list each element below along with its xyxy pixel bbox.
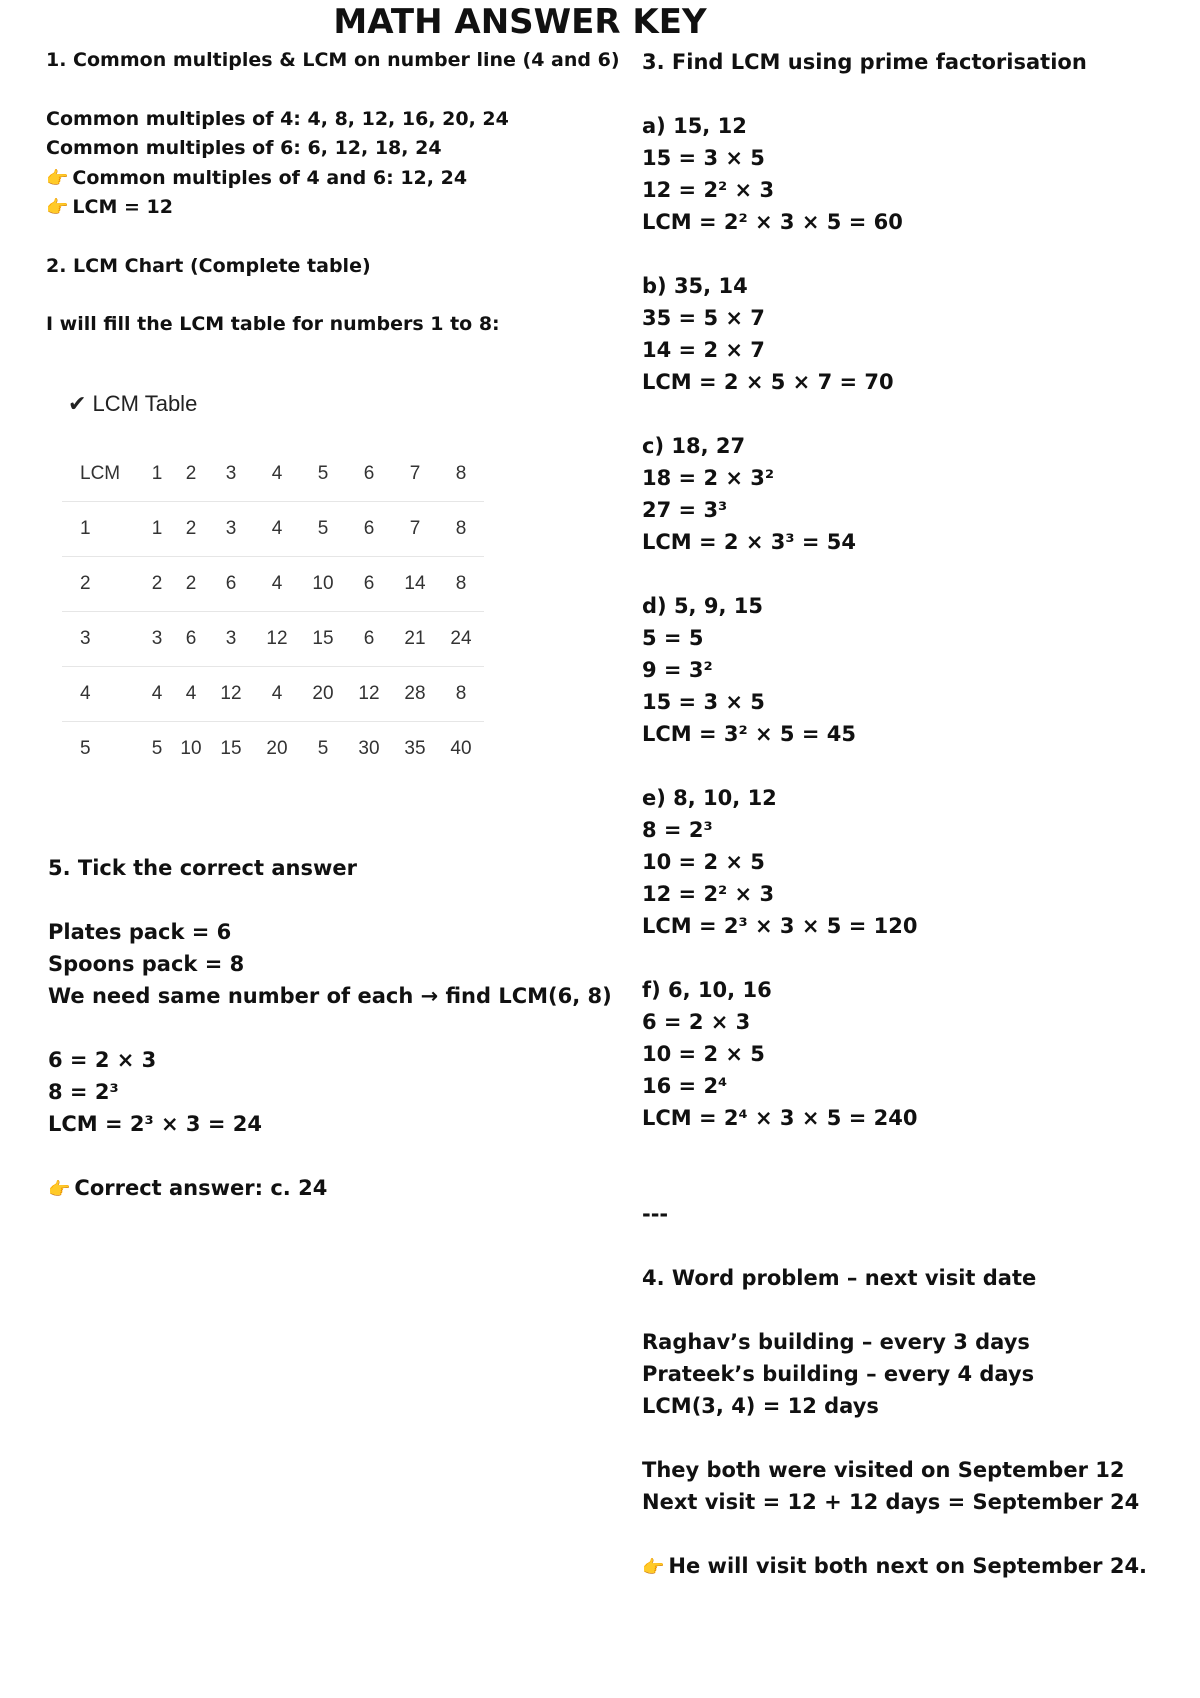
table-cell: 3 [208,612,254,667]
part-line: 9 = 3² [642,658,713,682]
table-cell: 6 [346,502,392,557]
part-d [642,590,1182,750]
table-row [62,667,484,722]
page-title: MATH ANSWER KEY [333,2,707,42]
table-cell: LCM [62,447,140,502]
section3-heading: 3. Find LCM using prime factorisation [642,50,1087,74]
table-row [62,612,484,667]
plates-line: Plates pack = 6 [48,920,232,944]
table-cell: 4 [174,667,208,722]
table-cell: 12 [208,667,254,722]
multiples-of-6: Common multiples of 6: 6, 12, 18, 24 [46,137,442,159]
table-row [62,557,484,612]
part-b [642,270,1182,398]
part-line: LCM = 3² × 5 = 45 [642,722,856,746]
table-cell: 14 [392,557,438,612]
table-cell: 12 [254,612,300,667]
part-line: 35 = 5 × 7 [642,306,765,330]
table-cell: 5 [300,502,346,557]
part-line: 16 = 2⁴ [642,1074,728,1098]
table-cell: 35 [404,738,426,759]
table-cell: 4 [254,447,300,502]
table-cell: 10 [300,557,346,612]
table-cell: 8 [438,447,484,502]
table-cell: 6 [208,557,254,612]
part-line: 6 = 2 × 3 [642,1010,751,1034]
part-line: 10 = 2 × 5 [642,1042,765,1066]
table-cell: 40 [450,738,472,759]
multiples-of-4: Common multiples of 4: 4, 8, 12, 16, 20, 24 [46,107,509,130]
pointing-hand-icon: 👉 [46,197,69,218]
table-cell: 20 [300,667,346,722]
part-line: 18 = 2 × 3² [642,466,775,490]
part-label: a) 15, 12 [642,114,747,138]
table-cell: 28 [392,667,438,722]
lcm-table [62,447,484,776]
lcm-table-card [62,375,522,776]
table-cell: 6 [346,557,392,612]
table-cell: 7 [392,502,438,557]
part-e [642,782,1182,942]
pointing-hand-icon: 👉 [642,1557,665,1578]
word-answer: 👉 He will visit both next on September 24. [642,1554,1148,1578]
right-column [642,46,1182,1584]
section5 [48,852,628,1206]
table-cell: 2 [174,447,208,502]
table-cell: 15 [300,612,346,667]
section2-intro: I will fill the LCM table for numbers 1 to 8: [46,313,500,335]
table-cell: 4 [254,667,300,722]
table-cell: 2 [174,502,208,557]
table-cell: 30 [358,738,380,759]
table-cell: 4 [254,502,300,557]
part-line: LCM = 2² × 3 × 5 = 60 [642,210,903,234]
work-line: 8 = 2³ [48,1080,119,1104]
table-cell: 8 [438,557,484,612]
word-line: Raghav’s building – every 3 days [642,1330,1030,1354]
lcm-result: 👉 LCM = 12 [46,196,173,218]
table-cell: 2 [174,557,208,612]
section5-heading: 5. Tick the correct answer [48,856,357,880]
part-c [642,430,1182,558]
need-line: We need same number of each → find LCM(6, 8) [48,984,612,1008]
word-line: They both were visited on September 12 [642,1458,1125,1482]
word-line: Prateek’s building – every 4 days [642,1362,1035,1386]
table-cell: 8 [438,502,484,557]
table-cell: 3 [208,447,254,502]
table-cell: 7 [392,447,438,502]
table-cell: 6 [174,612,208,667]
table-row [62,722,484,777]
table-cell: 21 [392,612,438,667]
work-line: LCM = 2³ × 3 = 24 [48,1112,262,1136]
part-label: e) 8, 10, 12 [642,786,777,810]
part-line: LCM = 2 × 3³ = 54 [642,530,856,554]
part-label: d) 5, 9, 15 [642,594,763,618]
table-cell: 6 [346,612,392,667]
table-cell: 6 [346,447,392,502]
pointing-hand-icon: 👉 [48,1179,71,1200]
part-label: b) 35, 14 [642,274,748,298]
part-line: 8 = 2³ [642,818,713,842]
separator: --- [642,1202,669,1226]
part-line: 12 = 2² × 3 [642,178,775,202]
part-line: 10 = 2 × 5 [642,850,765,874]
table-cell: 4 [254,557,300,612]
part-line: 15 = 3 × 5 [642,690,765,714]
table-cell: 2 [62,557,140,612]
section2-heading: 2. LCM Chart (Complete table) [46,254,371,277]
word-line: LCM(3, 4) = 12 days [642,1394,879,1418]
part-line: 15 = 3 × 5 [642,146,765,170]
part-line: LCM = 2⁴ × 3 × 5 = 240 [642,1106,918,1130]
table-cell: 3 [140,612,174,667]
part-line: 12 = 2² × 3 [642,882,775,906]
table-cell: 10 [180,738,202,759]
left-column [46,46,626,340]
part-f [642,974,1182,1134]
table-cell: 5 [317,738,329,759]
table-cell: 2 [140,557,174,612]
part-line: 5 = 5 [642,626,704,650]
part-line: LCM = 2 × 5 × 7 = 70 [642,370,894,394]
work-line: 6 = 2 × 3 [48,1048,157,1072]
common-multiples: 👉 Common multiples of 4 and 6: 12, 24 [46,166,468,189]
table-cell: 4 [62,667,140,722]
table-cell: 4 [140,667,174,722]
part-a [642,110,1182,238]
table-cell: 15 [220,738,242,759]
lcm-table-title: ✔ LCM Table [68,391,198,416]
table-cell: 1 [140,502,174,557]
part-label: f) 6, 10, 16 [642,978,772,1002]
table-cell: 24 [438,612,484,667]
spoons-line: Spoons pack = 8 [48,952,245,976]
part-line: 14 = 2 × 7 [642,338,765,362]
table-cell: 5 [300,447,346,502]
part-line: 27 = 3³ [642,498,728,522]
word-line: Next visit = 12 + 12 days = September 24 [642,1490,1140,1514]
section1-heading: 1. Common multiples & LCM on number line (4 and 6) [46,49,620,71]
table-cell: 1 [140,447,174,502]
table-cell: 20 [266,738,288,759]
part-label: c) 18, 27 [642,434,746,458]
table-header-row [62,447,484,502]
table-cell: 12 [346,667,392,722]
section4-heading: 4. Word problem – next visit date [642,1266,1037,1290]
table-cell: 3 [62,612,140,667]
table-cell: 3 [208,502,254,557]
correct-answer: 👉 Correct answer: c. 24 [48,1176,328,1200]
pointing-hand-icon: 👉 [46,167,69,189]
table-cell: 5 [151,738,163,759]
table-cell: 1 [62,502,140,557]
table-row [62,502,484,557]
table-cell: 8 [438,667,484,722]
table-cell: 5 [80,738,91,759]
part-line: LCM = 2³ × 3 × 5 = 120 [642,914,918,938]
